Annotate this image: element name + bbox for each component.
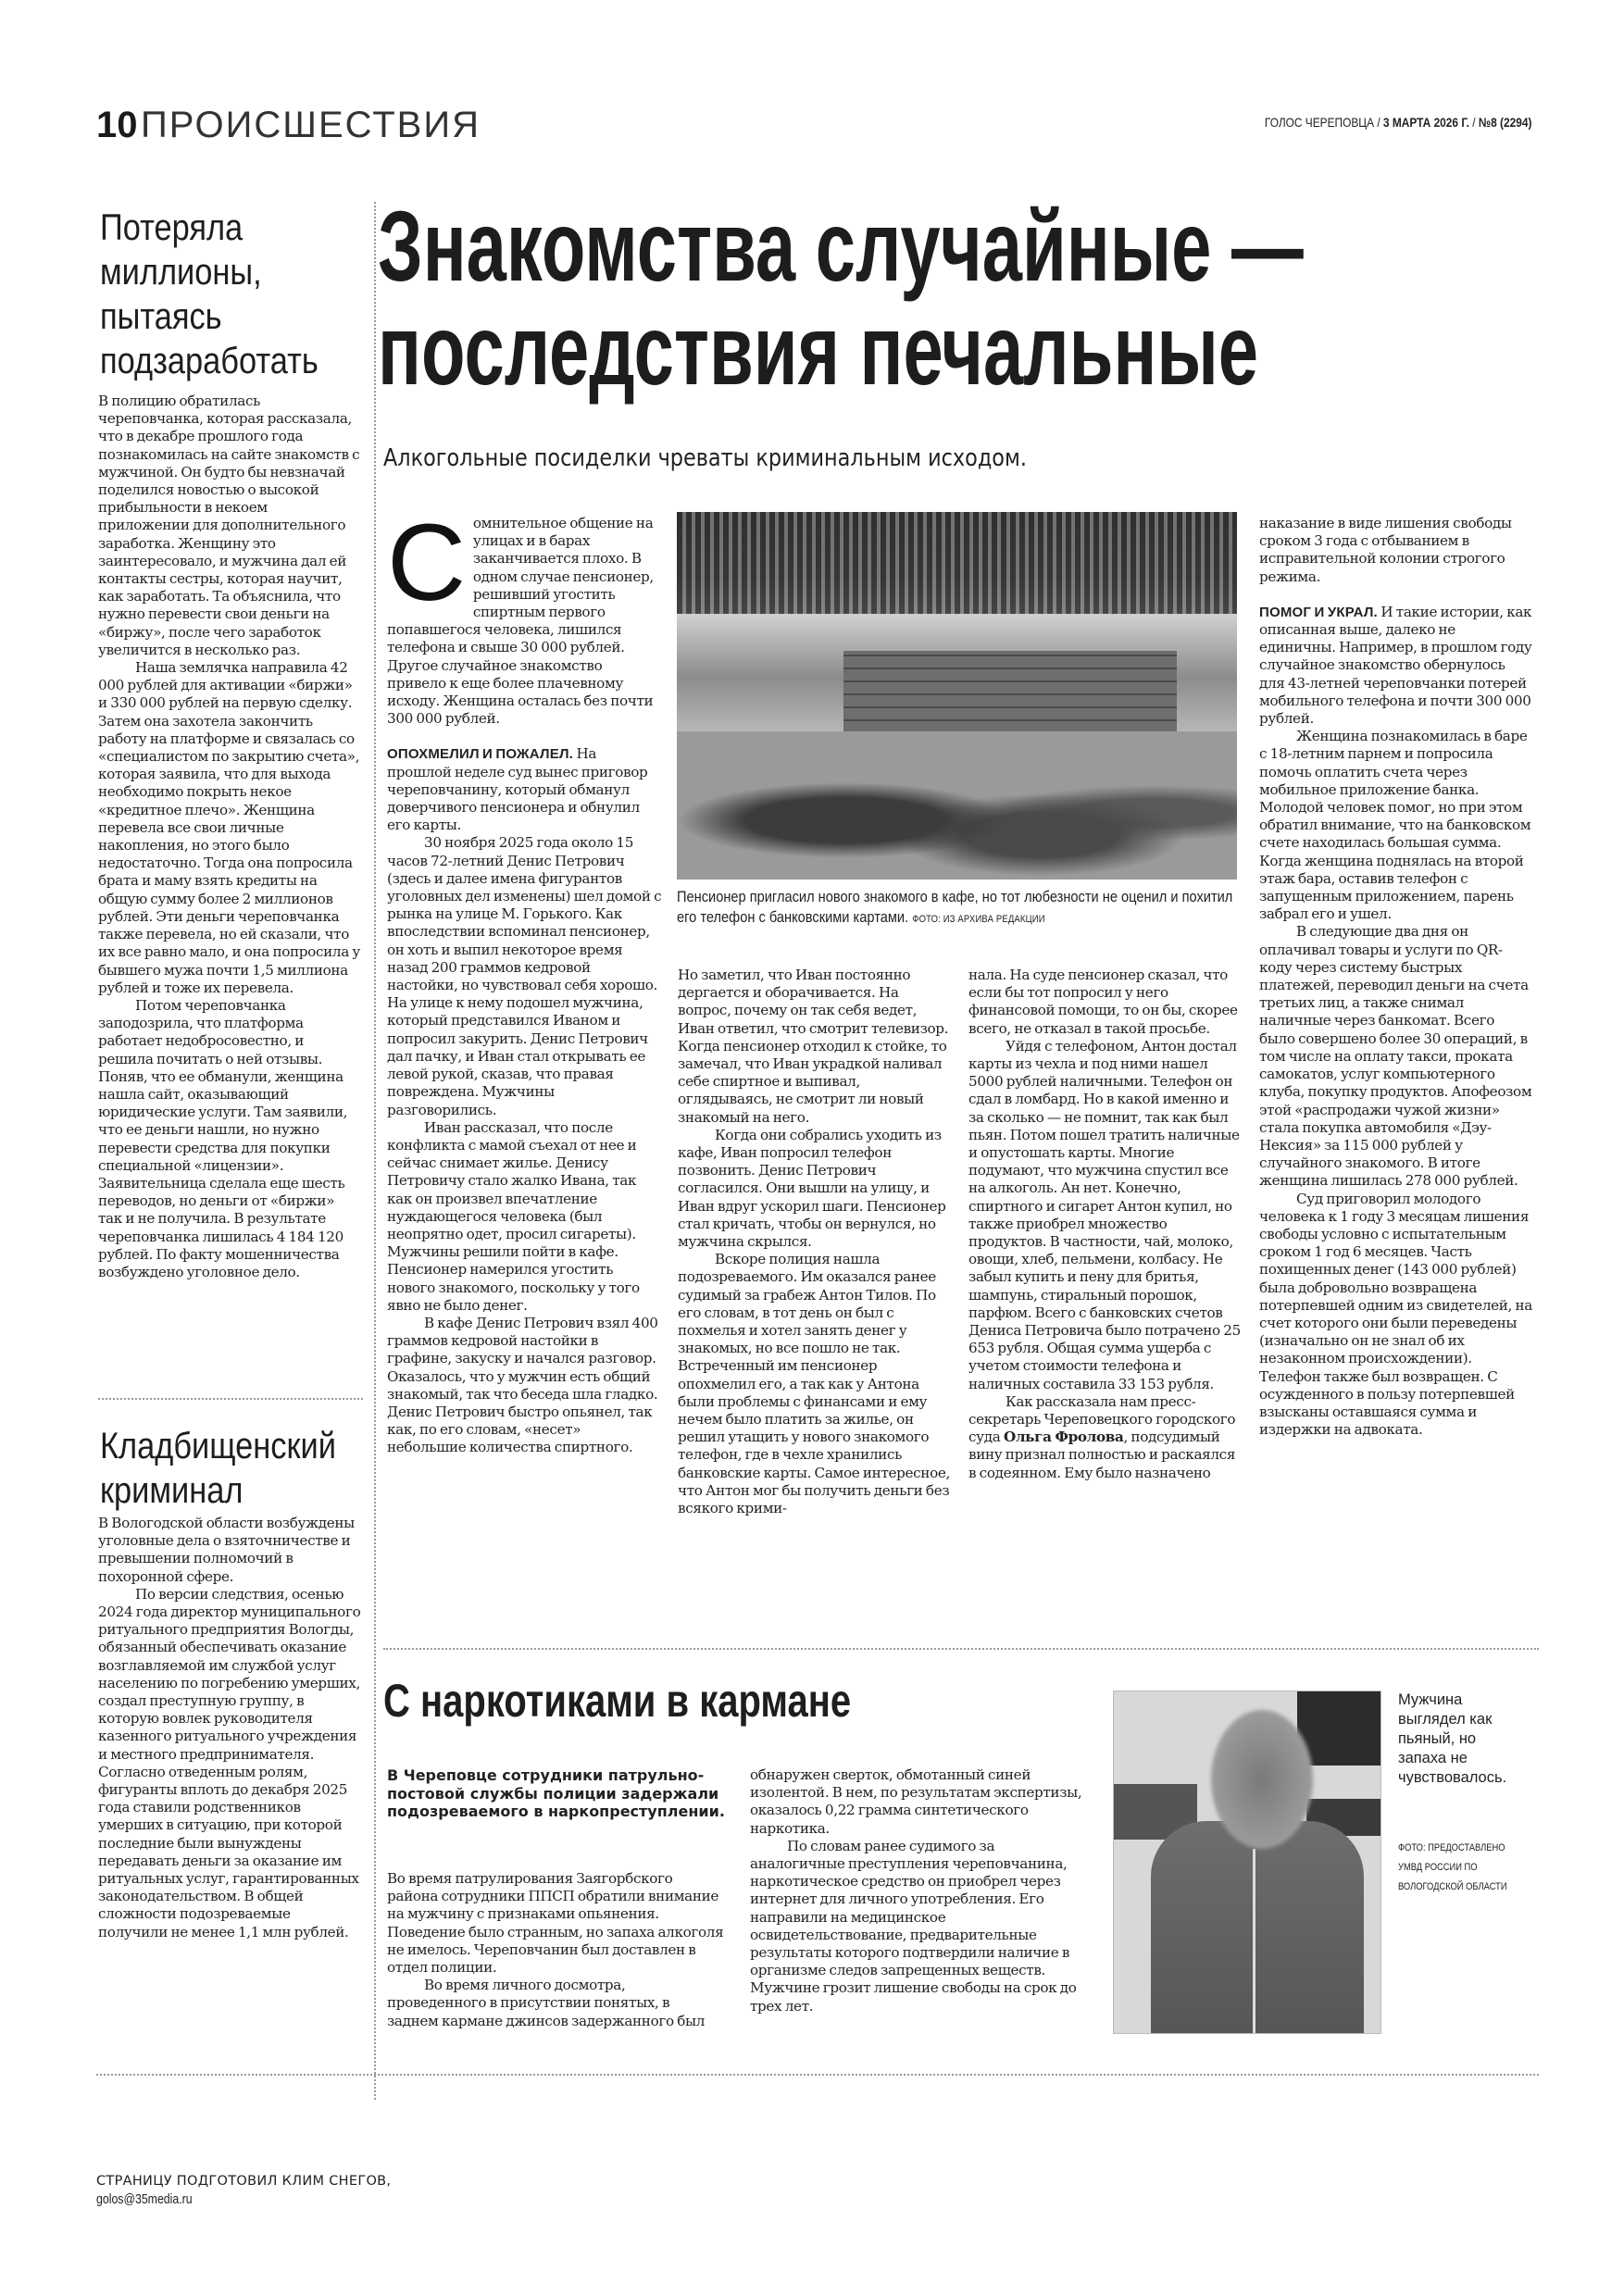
main-headline (378, 190, 1304, 406)
author-email[interactable]: golos@35media.ru (96, 2192, 193, 2207)
divider (96, 2074, 1539, 2076)
section-1-lead: ОПОХМЕЛИЛ И ПОЖАЛЕЛ. На прошлой неделе суд вынес приговор череповчанину, который обманул доверчивого пенсионера и обнулил его карты. (387, 745, 648, 834)
drug-col-1 (387, 1870, 724, 2030)
page-author: СТРАНИЦУ ПОДГОТОВИЛ КЛИМ СНЕГОВ, (96, 2174, 392, 2189)
side-story-2-title: Кладбищенский криминал (100, 1426, 336, 1511)
photo-jacket (1151, 1821, 1364, 2034)
drug-col-2 (750, 1766, 1093, 2015)
paragraph: Суд приговорил молодого человека к 1 году 3 месяцам лишения свободы условно с испытательным сроком 1 год 6 месяцев. Часть похищенных денег (143 000 рублей) была добровольно возвращена потерпевшей одним из свидетелей, на счет которого они были переведены (изначально он не знал об их незаконном происхождении). Телефон также был возвращен. С осужденного в пользу потерпевшей взысканы оставшаяся сумма и издержки на адвоката. (1259, 1190, 1532, 1439)
paragraph: наказание в виде лишения свободы сроком 3 года с отбыванием в исправительной колонии строгого режима. (1259, 515, 1512, 585)
section-1-kicker: ОПОХМЕЛИЛ И ПОЖАЛЕЛ. (387, 746, 574, 763)
paragraph: Женщина познакомилась в баре с 18-летним парнем и попросила помочь оплатить счета через мобильное приложение банка. Молодой человек помог, но при этом обратил внимание, что на банковском счете находилась большая сумма. Когда женщина поднялась на второй этаж бара, оставив телефон с запущенным приложением, парень забрал его и ушел. (1259, 728, 1531, 923)
page-number: 10 (96, 105, 138, 145)
drug-story-lead: В Череповце сотрудники патрульно-постовой службы полиции задержали подозреваемого в наркопреступлении. (387, 1766, 725, 1820)
paragraph: По словам ранее судимого за аналогичные преступления череповчанина, наркотическое средство он приобрел через интернет для личного употребления. Его направили на медицинское освидетельствование, предварительные результаты которого подтвердили наличие в организме следов запрещенных веществ. Мужчине грозит лишение свободы на срок до трех лет. (750, 1837, 1077, 2015)
paragraph: нала. На суде пенсионер сказал, что если бы тот попросил у него финансовой помощи, то он бы, скорее всего, не отказал в такой просьбе. (968, 967, 1238, 1037)
photo-zip (1253, 1849, 1255, 2034)
section-2-lead: ПОМОГ И УКРАЛ. И такие истории, как описанная выше, далеко не единичны. Например, в прошлом году случайное знакомство обернулось для 43-летней череповчанки потерей мобильного телефона и почти 300 000 рублей. (1259, 603, 1532, 728)
paragraph: обнаружен сверток, обмотанный синей изолентой. В нем, по результатам экспертизы, оказалось 0,22 грамма синтетического наркотика. (750, 1766, 1082, 1837)
section-title: ПРОИСШЕСТВИЯ (141, 105, 481, 145)
photo-bottles (677, 512, 1237, 614)
paragraph: Во время личного досмотра, проведенного в присутствии понятых, в заднем кармане джинсов задержанного был (387, 1977, 706, 2029)
paragraph: По версии следствия, осенью 2024 года директор муниципального ритуального предприятия Вологды, обязанный обеспечивать оказание возглавляемой им службой услуг населению по погребению умерших, создал преступную группу, в которую вовлек руководителя казенного ритуального учреждения и местного предпринимателя. Согласно отведенным ролям, фигуранты вплоть до декабря 2025 года ставили родственников умерших в ситуацию, при которой последние были вынуждены передавать деньги за оказание им ритуальных услуг, гарантированных законодательством. В общей сложности подозреваемые получили не менее 1,1 млн рублей. (98, 1585, 361, 1940)
paragraph: 30 ноября 2025 года около 15 часов 72-летний Денис Петрович (здесь и далее имена фигурантов уголовных дел изменены) шел домой с рынка на улице М. Горького. Как впоследствии вспоминал пенсионер, он хоть и выпил некоторое время назад 200 граммов кедровой настойки, но чувствовал себя хорошо. На улице к нему подошел мужчина, который представился Иваном и попросил закурить. Денис Петрович дал пачку, и Иван стал открывать ее левой рукой, сказав, что правая повреждена. Мужчины разговорились. (387, 834, 662, 1118)
side-story-1-body (98, 393, 361, 1281)
paragraph: Но заметил, что Иван постоянно дергается и оборачивается. На вопрос, почему он так себя ведет, Иван ответил, что смотрит телевизор. Когда пенсионер отходил к стойке, то замечал, что Иван украдкой наливал себе спиртное и выпивал, оглядываясь, не смотрит ли новый знакомый на него. (678, 967, 949, 1126)
publication-name: ГОЛОС ЧЕРЕПОВЦА (1264, 115, 1374, 130)
paragraph: В Вологодской области возбуждены уголовные дела о взяточничестве и превышении полномочий в похоронной сфере. (98, 1515, 355, 1585)
masthead: ГОЛОС ЧЕРЕПОВЦА / 3 МАРТА 2026 Г. / №8 (2294) (1264, 115, 1531, 130)
main-col-3 (968, 967, 1243, 1482)
column-divider (374, 202, 376, 2100)
paragraph: Вскоре полиция нашла подозреваемого. Им оказался ранее судимый за грабеж Антон Тилов. По его словам, в тот день он был с похмелья и хотел занять денег у знакомых, но все пошло не так. Встреченный им пенсионер опохмелил его, а так как у Антона были проблемы с финансами и ему нечем было платить за жилье, он решил утащить у нового знакомого телефон, где в чехле хранились банковские карты. Самое интересное, что Антон мог бы получить деньги без всякого крими- (678, 1251, 950, 1517)
suspect-photo (1113, 1691, 1381, 2034)
cafe-photo (677, 512, 1237, 880)
side-story-2-body (98, 1515, 361, 1941)
blurred-face (1211, 1710, 1313, 1849)
issue-number: №8 (2294) (1478, 115, 1531, 130)
paragraph: В кафе Денис Петрович взял 400 граммов кедровой настойки в графине, закуску и начался разговор. Оказалось, что у мужчин есть общий знакомый, так что беседа шла гладко. Денис Петрович быстро опьянел, так как, по его словам, «несет» небольшие количества спиртного. (387, 1314, 658, 1456)
paragraph: Потом череповчанка заподозрила, что платформа работает недобросовестно, и решила почитать о ней отзывы. Поняв, что ее обманули, женщина нашла сайт, оказывающий юридические услуги. Там заявили, что ее деньги нашли, но нужно перевести средства для покупки специальной «лицензии». Заявительница сделала еще шесть переводов, но деньги от «биржи» так и не получила. В результате череповчанка лишилась 4 184 120 рублей. По факту мошенничества возбуждено уголовное дело. (98, 996, 348, 1280)
photo-crowd (677, 731, 1237, 880)
spokesperson-name: Ольга Фролова (1003, 1429, 1124, 1446)
paragraph: Уйдя с телефоном, Антон достал карты из чехла и под ними нашел 5000 рублей наличными. Телефон он сдал в ломбард. Но в какой именно и за сколько — не помнит, так как был пьян. Потом пошел тратить наличные и опустошать карты. Многие подумают, что мужчина спустил все на алкоголь. Ан нет. Конечно, спиртного и сигарет Антон купил, но также приобрел множество продуктов. В частности, чай, молоко, овощи, хлеб, пельмени, колбасу. Не забыл купить и пену для бритья, шампунь, стиральный порошок, парфюм. Всего с банковских счетов Дениса Петровича было потрачено 25 653 рубля. Общая сумма ущерба с учетом стоимости телефона и наличных составила 33 153 рубля. (968, 1037, 1241, 1392)
divider (98, 1398, 363, 1400)
paragraph: Когда они собрались уходить из кафе, Иван попросил телефон позвонить. Денис Петрович согласился. Они вышли на улицу, и Иван вдруг ускорил шаги. Пенсионер стал кричать, чтобы он вернулся, но мужчина скрылся. (678, 1126, 946, 1251)
paragraph: Иван рассказал, что после конфликта с мамой съехал от нее и сейчас снимает жилье. Денису Петровичу стало жалко Ивана, так как он произвел впечатление нуждающегося человека (был неопрятно одет, просил сигареты). Мужчины решили пойти в кафе. Пенсионер намерился угостить нового знакомого, поскольку у того явно не было денег. (387, 1118, 640, 1314)
cafe-photo-caption: Пенсионер пригласил нового знакомого в кафе, но тот любезности не оценил и похитил его телефон с банковскими картами. ФОТО: ИЗ АРХИВА РЕДАКЦИИ (677, 888, 1233, 926)
issue-date: 3 МАРТА 2026 Г. (1382, 115, 1469, 130)
suspect-photo-caption: Мужчина выглядел как пьяный, но запаха не чувствовалось. (1398, 1691, 1507, 1786)
main-headline-line-2: последствия печальные (378, 293, 1259, 406)
drug-story-title: С наркотиками в кармане (383, 1675, 852, 1727)
paragraph: Как рассказала нам пресс-секретарь Череповецкого городского суда Ольга Фролова, подсудимый вину признал полностью и раскаялся в содеянном. Ему было назначено (968, 1392, 1236, 1481)
suspect-photo-credit: ФОТО: ПРЕДОСТАВЛЕНО УМВД РОССИИ ПО ВОЛОГОДСКОЙ ОБЛАСТИ (1398, 1842, 1507, 1892)
paragraph: В полицию обратилась череповчанка, которая рассказала, что в декабре прошлого года познакомилась на сайте знакомств с мужчиной. Он будто бы невзначай поделился новостью о высокой прибыльности в некоем приложении для дополнительного заработка. Женщину это заинтересовало, и мужчина дал ей контакты сестры, которая научит, как заработать. Та объяснила, что нужно перевести свои деньги на «биржу», после чего заработок увеличится в несколько раз. (98, 393, 360, 658)
paragraph: Наша землячка направила 42 000 рублей для активации «биржи» и 330 000 рублей на первую сделку. Затем она захотела закончить работу на платформе и связалась со «специалистом по закрытию счета», которая заявила, что для выхода необходимо покрыть некое «кредитное плечо». Женщина перевела все свои личные накопления, но этого было недостаточно. Тогда она попросила брата и маму взять кредиты на общую сумму более 2 миллионов рублей. Эти деньги череповчанка также перевела, но ей сказали, что их все равно мало, и она попросила у бывшего мужа почти 1,5 миллиона рублей и тоже их перевела. (98, 659, 360, 996)
paragraph: В следующие два дня он оплачивал товары и услуги по QR-коду через систему быстрых платежей, переводил деньги на счета третьих лиц, а также снимал наличные через банкомат. Всего было совершено более 30 операций, в том числе на оплату такси, проката самокатов, услуг компьютерного клуба, покупку продуктов. Апофеозом этой «распродажи чужой жизни» стала покупка автомобиля «Дэу-Нексия» за 115 000 рублей у случайного знакомого. В итоге женщина лишилась 278 000 рублей. (1259, 923, 1532, 1190)
main-subtitle: Алкогольные посиделки чреваты криминальным исходом. (383, 444, 1027, 472)
paragraph: Во время патрулирования Заягорбского района сотрудники ППСП обратили внимание на мужчину с признаками опьянения. Поведение было странным, но запаха алкоголя не имелось. Череповчанин был доставлен в отдел полиции. (387, 1870, 724, 1977)
main-headline-line-1: Знакомства случайные — (378, 190, 1304, 302)
photo-credit: ФОТО: ИЗ АРХИВА РЕДАКЦИИ (912, 914, 1045, 925)
main-col-4 (1259, 515, 1533, 1439)
divider (383, 1648, 1539, 1650)
main-col-1 (387, 502, 663, 1457)
intro-paragraph: Сомнительное общение на улицах и в барах заканчивается плохо. В одном случае пенсионер, решивший угостить спиртным первого попавшегося человека, лишился телефона и свыше 30 000 рублей. Другое случайное знакомство привело к еще более плачевному исходу. Женщина осталась без почти 300 000 рублей. (387, 502, 654, 728)
side-story-1-title: Потеряла миллионы, пытаясь подзаработать (100, 207, 319, 381)
drop-cap: С (387, 502, 466, 624)
main-col-2 (678, 967, 954, 1517)
section-2-kicker: ПОМОГ И УКРАЛ. (1259, 604, 1378, 620)
